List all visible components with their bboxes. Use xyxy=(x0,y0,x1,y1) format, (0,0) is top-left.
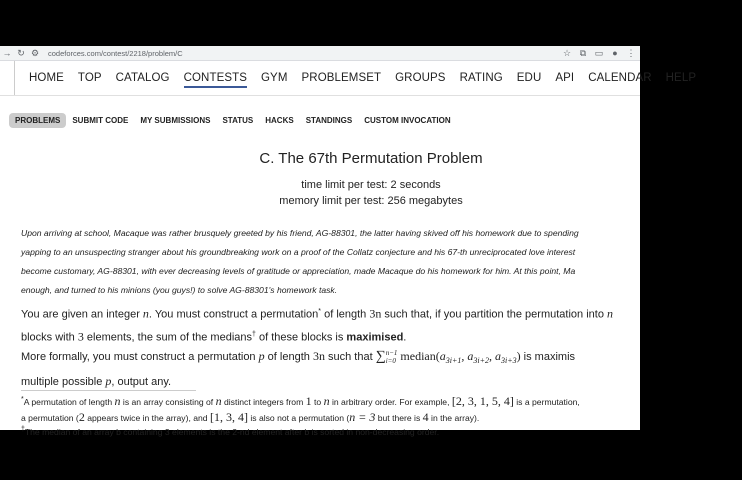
statement-paragraph-1 xyxy=(21,302,613,347)
back-icon[interactable]: → xyxy=(2,48,12,58)
math-1: 1 xyxy=(305,393,312,408)
text: such that xyxy=(324,351,376,363)
memory-limit: memory limit per test: 256 megabytes xyxy=(279,195,463,207)
text: elements, the sum of the medians xyxy=(83,331,253,344)
text: in the array). xyxy=(428,412,480,423)
math-n: n xyxy=(607,306,613,321)
site-info-icon[interactable]: ⚙ xyxy=(30,47,40,58)
math-n: n xyxy=(323,393,330,408)
math-3: 3 xyxy=(77,329,84,344)
text: but there is xyxy=(375,412,423,423)
text: multiple possible xyxy=(21,376,106,389)
math-example: [2, 3, 1, 5, 4] xyxy=(451,393,514,408)
time-limit: time limit per test: 2 seconds xyxy=(301,179,441,191)
nav-menu xyxy=(29,72,696,88)
nav-api[interactable]: API xyxy=(555,72,575,84)
footnote-permutation xyxy=(21,392,580,426)
legend-line: Upon arriving at school, Macaque was rather brusquely greeted by his friend, AG-88301, the latter having skived off his homework due to spending xyxy=(21,228,579,238)
text: is a permutation, xyxy=(513,396,580,407)
nav-contests[interactable]: CONTESTS xyxy=(184,72,247,88)
main-nav xyxy=(0,61,697,96)
text: such that, if you partition the permutation into xyxy=(381,308,607,321)
address-bar[interactable]: codeforces.com/contest/2218/problem/C xyxy=(48,48,183,58)
text: . xyxy=(403,331,407,344)
text: , output any. xyxy=(111,376,172,389)
legend-line: yapping to an unsuspecting stranger about his groundbreaking work on a proof of the Collatz conjecture and his 67-th unreciprocated love interest xyxy=(21,247,576,257)
tab-my-submissions[interactable]: MY SUBMISSIONS xyxy=(140,116,211,125)
math-median: median( xyxy=(397,349,440,363)
nav-catalog[interactable]: CATALOG xyxy=(115,72,170,84)
tab-status[interactable]: STATUS xyxy=(222,116,254,125)
math-sep: , a xyxy=(489,349,501,363)
tab-problems[interactable]: PROBLEMS xyxy=(9,113,66,128)
text: distinct integers from xyxy=(221,396,306,407)
math-2: 2 xyxy=(78,409,85,424)
statement-paragraph-2 xyxy=(21,346,575,392)
sum-top: n−1 xyxy=(385,349,398,358)
text: is also not a permutation ( xyxy=(247,412,350,423)
nav-calendar[interactable]: CALENDAR xyxy=(588,72,652,84)
sum-limits xyxy=(386,349,398,365)
reload-icon[interactable]: ↻ xyxy=(17,47,25,58)
nav-problemset[interactable]: PROBLEMSET xyxy=(301,72,382,84)
footnote-divider xyxy=(21,390,196,391)
footnote-mark: † xyxy=(21,426,25,433)
extension-icon[interactable]: ⧉ xyxy=(579,47,587,58)
browser-viewport xyxy=(0,46,697,437)
tab-standings[interactable]: STANDINGS xyxy=(305,116,353,125)
text: of length xyxy=(264,351,313,363)
footnote-median xyxy=(21,422,439,440)
text: a permutation ( xyxy=(21,412,79,423)
bold-text: maximised xyxy=(346,331,404,344)
legend-line: become customary, AG-88301, with ever decreasing levels of gratitude or appreciation, made Macaque do his homework for him. At this point, Ma xyxy=(21,266,576,276)
footnote-mark: * xyxy=(21,396,24,403)
nav-divider xyxy=(14,61,15,95)
nav-help[interactable]: HELP xyxy=(665,72,697,84)
math-n: n xyxy=(215,393,222,408)
nav-top[interactable]: TOP xyxy=(77,72,102,84)
tab-custom-invocation[interactable]: CUSTOM INVOCATION xyxy=(364,116,451,125)
footnote-ref[interactable]: † xyxy=(252,330,256,338)
math-n: n xyxy=(142,306,149,321)
math-sub: 3i+2 xyxy=(473,356,489,366)
legend-line: enough, and turned to his minions (you guys!) to solve AG-88301's homework task. xyxy=(21,285,338,295)
math-sub: 3i+3 xyxy=(501,356,517,366)
math-sub: 3i+1 xyxy=(445,356,462,366)
browser-toolbar xyxy=(0,46,640,61)
tab-hacks[interactable]: HACKS xyxy=(265,116,294,125)
math-close: ) xyxy=(516,349,521,363)
text: of these blocks is xyxy=(255,331,347,344)
problem-title: C. The 67th Permutation Problem xyxy=(259,150,483,167)
text: A permutation of length xyxy=(23,396,115,407)
tab-icon[interactable]: ▭ xyxy=(594,47,604,58)
star-icon[interactable]: ☆ xyxy=(562,47,572,58)
tab-submit-code[interactable]: SUBMIT CODE xyxy=(72,116,129,125)
text: . You must construct a permutation xyxy=(148,308,319,321)
problem-legend xyxy=(21,224,661,300)
math-4: 4 xyxy=(422,409,429,424)
nav-rating[interactable]: RATING xyxy=(459,72,503,84)
math-sum: ∑ xyxy=(375,349,386,364)
menu-icon[interactable]: ⋮ xyxy=(626,47,636,58)
footnote-ref[interactable]: * xyxy=(318,308,322,315)
sum-bottom: i=0 xyxy=(385,357,396,366)
math-p: p xyxy=(105,374,112,389)
math-3n: 3n xyxy=(369,306,382,321)
math-p: p xyxy=(258,349,265,363)
nav-groups[interactable]: GROUPS xyxy=(395,72,446,84)
math-a: a xyxy=(439,349,446,363)
nav-home[interactable]: HOME xyxy=(29,72,64,84)
text: The median of an array b containing 3 elements is the 2-nd element after b is sorted in non-decreasing order. xyxy=(24,426,440,437)
text: is maximis xyxy=(520,351,576,363)
contest-tabs xyxy=(9,113,457,128)
text: You are given an integer xyxy=(21,308,143,321)
nav-gym[interactable]: GYM xyxy=(261,72,288,84)
text: appears twice in the array), and xyxy=(84,412,210,423)
math-sep: , a xyxy=(461,349,474,363)
toolbar-icons xyxy=(560,48,638,59)
text: is an array consisting of xyxy=(120,396,216,407)
text: to xyxy=(311,396,324,407)
text: in arbitrary order. For example, xyxy=(329,396,452,407)
math-example: [1, 3, 4] xyxy=(209,409,248,424)
math-n-eq: n = 3 xyxy=(349,409,376,424)
math-n: n xyxy=(114,393,121,408)
profile-icon[interactable]: ● xyxy=(612,47,618,58)
text: of length xyxy=(321,308,370,321)
text: More formally, you must construct a permutation xyxy=(21,351,259,363)
nav-edu[interactable]: EDU xyxy=(516,72,542,84)
math-3n: 3n xyxy=(312,349,325,363)
text: blocks with xyxy=(21,331,78,344)
